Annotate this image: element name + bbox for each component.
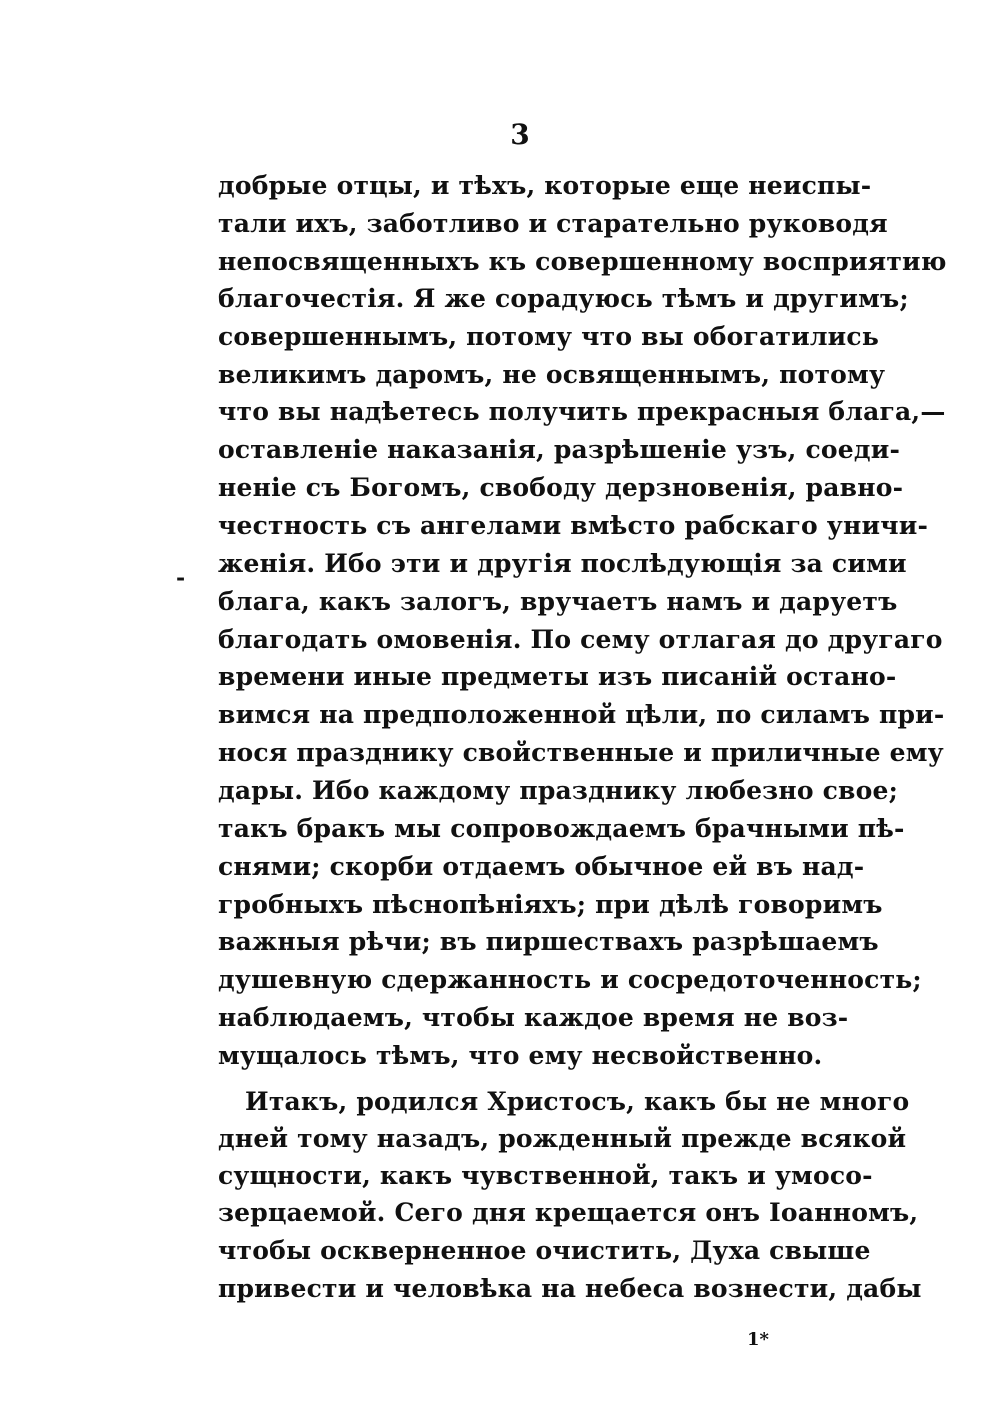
text-line: дней тому назадъ, рожденный прежде всякой	[218, 1124, 907, 1153]
text-line: такъ бракъ мы сопровождаемъ брачными пѣ-	[218, 814, 905, 843]
text-line: великимъ даромъ, не освященнымъ, потому	[218, 360, 886, 389]
text-line: наблюдаемъ, чтобы каждое время не воз-	[218, 1003, 849, 1032]
text-line: добрые отцы, и тѣхъ, которые еще неиспы-	[218, 171, 872, 200]
text-line: благочестія. Я же сорадуюсь тѣмъ и другимъ;	[218, 284, 909, 313]
signature-mark: 1*	[747, 1329, 769, 1350]
text-line: чтобы оскверненное очистить, Духа свыше	[218, 1236, 871, 1265]
text-line: неніе съ Богомъ, свободу дерзновенія, равно-	[218, 473, 904, 502]
text-line: дары. Ибо каждому празднику любезно свое;	[218, 776, 899, 805]
text-line: непосвященныхъ къ совершенному восприятию	[218, 247, 947, 276]
text-line: гробныхъ пѣснопѣніяхъ; при дѣлѣ говоримъ	[218, 890, 883, 919]
text-line: блага, какъ залогъ, вручаетъ намъ и даруетъ	[218, 587, 898, 616]
text-line: честность съ ангелами вмѣсто рабскаго уничи-	[218, 511, 929, 540]
text-line: благодать омовенія. По сему отлагая до другаго	[218, 625, 943, 654]
text-line: важныя рѣчи; въ пиршествахъ разрѣшаемъ	[218, 927, 879, 956]
text-line: совершеннымъ, потому что вы обогатились	[218, 322, 879, 351]
text-line: времени иные предметы изъ писаній остано-	[218, 662, 897, 691]
text-line: зерцаемой. Сего дня крещается онъ Іоанномъ,	[218, 1198, 919, 1227]
text-line: Итакъ, родился Христосъ, какъ бы не много	[245, 1087, 910, 1116]
text-line: что вы надѣетесь получить прекрасныя блага,—	[218, 397, 946, 426]
text-line: снями; скорби отдаемъ обычное ей въ над-	[218, 852, 865, 881]
text-line: тали ихъ, заботливо и старательно руководя	[218, 209, 888, 238]
text-line: вимся на предположенной цѣли, по силамъ при-	[218, 700, 945, 729]
text-line: мущалось тѣмъ, что ему несвойственно.	[218, 1041, 823, 1070]
margin-mark: -	[176, 565, 186, 591]
page-number: 3	[510, 118, 530, 151]
text-line: сущности, какъ чувственной, такъ и умосо-	[218, 1161, 873, 1190]
text-line: нося празднику свойственные и приличные ему	[218, 738, 944, 767]
text-line: привести и человѣка на небеса вознести, дабы	[218, 1274, 922, 1303]
text-line: женія. Ибо эти и другія послѣдующія за сими	[218, 549, 907, 578]
text-line: оставленіе наказанія, разрѣшеніе узъ, соеди-	[218, 435, 901, 464]
text-line: душевную сдержанность и сосредоточенность;	[218, 965, 922, 994]
